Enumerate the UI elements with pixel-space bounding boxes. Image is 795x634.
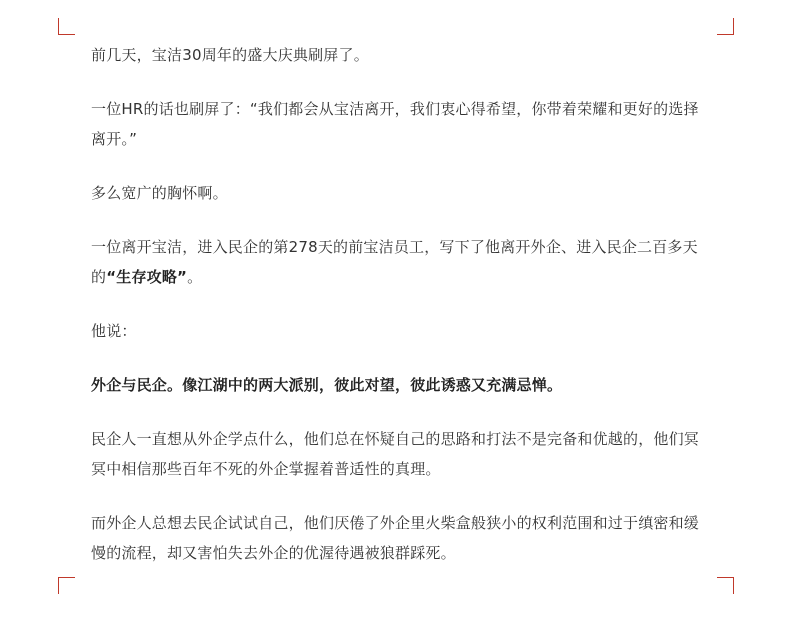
paragraph-4-end: 。 xyxy=(187,268,203,286)
paragraph-7: 民企人一直想从外企学点什么，他们总在怀疑自己的思路和打法不是完备和优越的，他们冥冥中相信那些百年不死的外企掌握着普适性的真理。 xyxy=(91,430,700,478)
survival-guide-title: “生存攻略” xyxy=(106,268,188,286)
paragraph-5: 他说： xyxy=(91,322,137,340)
corner-mark-bottom-left xyxy=(58,577,75,594)
corner-mark-bottom-right xyxy=(717,577,734,594)
paragraph-3: 多么宽广的胸怀啊。 xyxy=(91,184,228,202)
paragraph-1: 前几天，宝洁30周年的盛大庆典刷屏了。 xyxy=(91,46,369,64)
paragraph-8: 而外企人总想去民企试试自己，他们厌倦了外企里火柴盒般狭小的权利范围和过于缜密和缓慢的流程，却又害怕失去外企的优渥待遇被狼群踩死。 xyxy=(91,514,700,562)
corner-mark-top-right xyxy=(717,18,734,35)
corner-mark-top-left xyxy=(58,18,75,35)
paragraph-4 xyxy=(91,232,711,292)
paragraph-2: 一位HR的话也刷屏了：“我们都会从宝洁离开，我们衷心得希望，你带着荣耀和更好的选择离开。” xyxy=(91,100,699,148)
paragraph-6-bold: 外企与民企。像江湖中的两大派别，彼此对望，彼此诱惑又充满忌惮。 xyxy=(91,376,563,394)
article-body xyxy=(91,40,711,592)
paragraph-4-text: 一位离开宝洁，进入民企的第278天的前宝洁员工，写下了他离开外企、进入民企二百多天的 xyxy=(91,238,698,286)
